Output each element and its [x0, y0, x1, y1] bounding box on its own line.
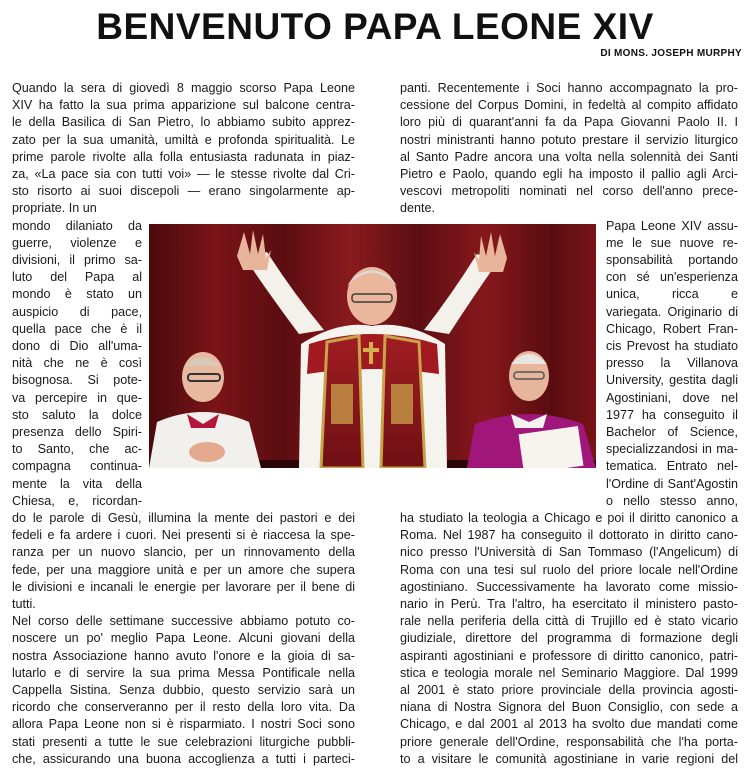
text-line: dono di Dio all'uma-	[12, 339, 142, 353]
text-line: Chiesa, e, ricordan-	[12, 493, 142, 508]
text-line: niana di Nostra Signora del Buon Consiglio, con sede a	[400, 700, 738, 715]
text-line: Nel corso delle settimane successive abbiamo potuto co-	[12, 614, 355, 629]
text-line: ranza per un nuovo slancio, per un rinnovamento della	[12, 545, 355, 560]
text-line: prime parole rivolte alla folla entusiasta radunata in piaz-	[12, 149, 355, 164]
text-line: che, assicurando una buona accoglienza a tutti i parteci-	[12, 751, 355, 766]
text-line: specializzandosi in ma-	[606, 442, 738, 457]
text-line: Cappella Sistina. Senza dubbio, questo servizio sarà un	[12, 683, 355, 697]
text-line: unica, ricca e	[606, 287, 738, 302]
text-line: divisioni, il primo sa-	[12, 253, 142, 267]
text-line: za, «La pace sia con tutti voi» — le stesse rivolte dal Cri-	[12, 167, 355, 181]
text-line: agostiniano. Successivamente ha lavorato come missio-	[400, 579, 738, 594]
text-line: noscere un po' meglio Papa Leone. Alcuni giovani della	[12, 631, 355, 646]
text-line: aspiranti agostiniani e professore di diritto canonico, patri-	[400, 648, 738, 663]
text-line: tutti.	[12, 597, 36, 611]
text-line: lutarlo e di servire la sua prima Messa Pontificale nella	[12, 665, 355, 680]
text-line: do le parole di Gesù, illumina la mente dei pastori e dei	[12, 511, 355, 525]
text-line: stica e teologia morale nel Seminario Maggiore. Dal 1999	[400, 665, 738, 680]
text-line: sto risorto ai suoi discepoli — erano singolarmente ap-	[12, 184, 355, 199]
text-line: luto del Papa al	[12, 270, 142, 285]
text-line: bisognosa. Si pote-	[12, 373, 142, 388]
text-line: Quando la sera di giovedì 8 maggio scorso Papa Leone	[12, 81, 355, 95]
text-line: stati presenti a tutte le sue celebrazioni liturgiche pubbli-	[12, 734, 355, 749]
byline: DI MONS. JOSEPH MURPHY	[600, 48, 742, 59]
text-line: Roma. Nel 1987 ha conseguito il dottorato in diritto cano-	[400, 528, 738, 543]
text-line: o nello stesso anno,	[606, 493, 738, 508]
text-line: fedeli e fa ardere i cuori. Nei presenti si è riaccesa la spe-	[12, 528, 355, 543]
text-line: l'Ordine di Sant'Agostin	[606, 476, 738, 491]
text-line: Pietro e Paolo, quando egli ha imposto il pallio agli Arci-	[400, 167, 738, 181]
text-line: loro più di quarant'anni fa da Papa Giovanni Paolo II. I	[400, 115, 738, 130]
text-line: nario in Perù. Tra l'altro, ha esercitato il ministero pasto-	[400, 597, 738, 611]
text-line: cessione del Corpus Domini, in fedeltà al compito affidato	[400, 98, 738, 113]
text-line: Bachelor of Science,	[606, 425, 738, 439]
text-line: guerre, violenze e	[12, 235, 142, 250]
text-line: XIV ha fatto la sua prima apparizione sul balcone centra-	[12, 98, 355, 113]
text-line: nità che ne è così	[12, 356, 142, 371]
text-line: fede, per una maggiore unità e per un amore che supera	[12, 562, 355, 577]
text-line: cis Prevost ha studiato	[606, 339, 738, 353]
text-line: to Santo, che ac-	[12, 442, 142, 457]
text-line: compagna continua-	[12, 459, 142, 474]
text-line: mondo è stato un	[12, 287, 142, 302]
text-line: ricordo che conserveranno per il resto della loro vita. Da	[12, 700, 355, 715]
text-line: Papa Leone XIV assu-	[606, 218, 738, 233]
text-line: vescovi metropoliti nominati nel corso dell'anno prece-	[400, 184, 738, 199]
text-line: mente la vita della	[12, 476, 142, 491]
text-line: le divisioni e incanali le energie per lavorare per il bene di	[12, 579, 355, 594]
text-line: rale nella periferia della città di Trujillo ed è stato vicario	[400, 614, 738, 629]
text-line: nico presso l'Università di San Tommaso (l'Angelicum) di	[400, 545, 738, 560]
pope-photo-illustration	[149, 224, 596, 468]
text-line: 1977 ha conseguito il	[606, 407, 738, 422]
pope-photo	[149, 224, 596, 468]
article-title: BENVENUTO PAPA LEONE XIV	[96, 6, 654, 47]
text-line: le della Basilica di San Pietro, lo abbiamo subito apprez-	[12, 115, 355, 130]
text-line: Agostiniani, dove nel	[606, 390, 738, 405]
text-line: Chicago, Robert Fran-	[606, 321, 738, 336]
text-line: to a visitare le comunità agostiniane in varie regioni del	[400, 751, 738, 766]
text-line: al 2001 è stato priore provinciale della provincia agosti-	[400, 683, 738, 697]
text-line: mondo dilaniato da	[12, 218, 142, 233]
text-line: presenza dello Spiri-	[12, 425, 142, 439]
text-line: ha studiato la teologia a Chicago e poi il diritto canonico a	[400, 511, 738, 525]
text-line: nostra Associazione hanno avuto l'onore e la gioia di sa-	[12, 648, 355, 663]
text-line: auspicio di pace,	[12, 304, 142, 319]
text-line: me le sue nuove re-	[606, 235, 738, 250]
text-line: va percepire in que-	[12, 390, 142, 405]
text-line: priore generale dell'Ordine, responsabilità che l'ha porta-	[400, 734, 738, 749]
text-line: sponsabilità portando	[606, 253, 738, 267]
text-line: sto saluto la dolce	[12, 407, 142, 422]
text-line: Roma con una tesi sul ruolo del priore locale nell'Ordine	[400, 562, 738, 577]
text-line: variegata. Originario di	[606, 304, 738, 319]
text-line: presso la Villanova	[606, 356, 738, 371]
text-line: con sé un'esperienza	[606, 270, 738, 285]
text-line: tematica. Entrato nel-	[606, 459, 738, 474]
text-line: propriate. In un	[12, 201, 97, 216]
text-line: Chicago, e dal 2001 al 2013 ha svolto due mandati come	[400, 717, 738, 732]
text-line: giudiziale, direttore del programma di formazione degli	[400, 631, 738, 646]
text-line: nostri ministranti hanno potuto prestare il servizio liturgico	[400, 132, 738, 147]
text-line: dente.	[400, 201, 436, 216]
text-line: University, gestita dagli	[606, 373, 738, 388]
text-line: quella pace che è il	[12, 321, 142, 336]
text-line: zato per la sua umanità, umiltà e profonda spiritualità. Le	[12, 132, 355, 147]
text-line: al Santo Padre ancora una volta nella solennità dei Santi	[400, 149, 738, 164]
text-line: panti. Recentemente i Soci hanno accompagnato la pro-	[400, 81, 738, 95]
text-line: allora Papa Leone non si è risparmiato. I nostri Soci sono	[12, 717, 355, 732]
